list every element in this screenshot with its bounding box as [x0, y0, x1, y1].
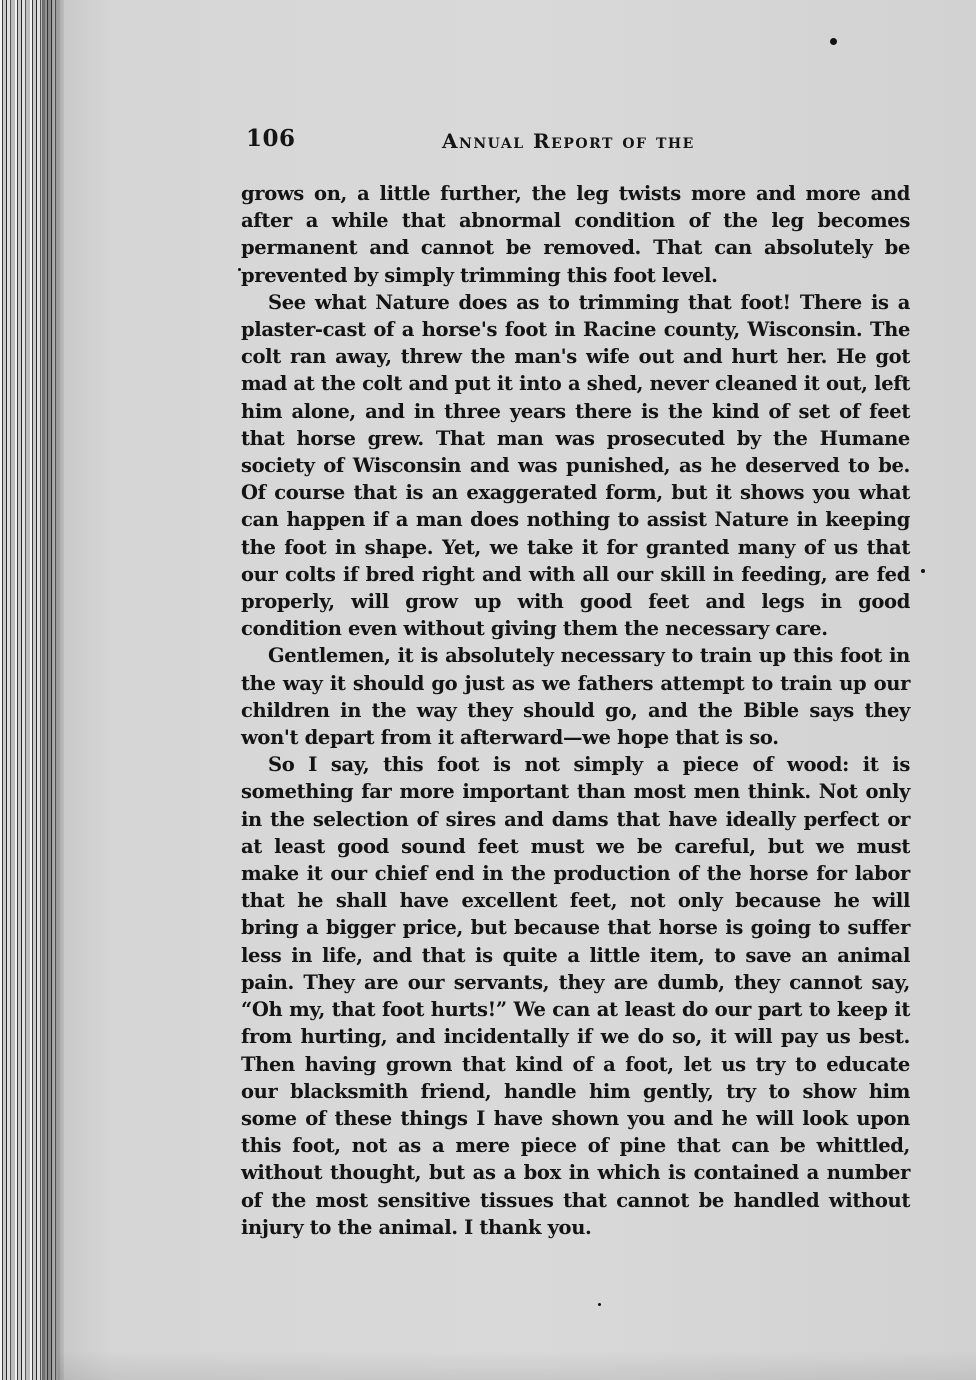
paragraph: See what Nature does as to trimming that foot! There is a plaster-cast of a horse's foot in Racine county, Wisconsin. The colt ran away, threw the man's wife out and hurt her. He got mad at the colt and put it into a shed, never cleaned it out, left him alone, and in three years there is the kind of set of feet that horse grew. That man was prosecuted by the Humane society of Wisconsin and was punished, as he deserved to be. Of course that is an exaggerated form, but it shows you what can happen if a man does nothing to assist Nature in keeping the foot in shape. Yet, we take it for granted many of us that our colts if bred right and with all our skill in feeding, are fed properly, will grow up with good feet and legs in good condition even without giving them the necessary care.	[241, 290, 910, 641]
running-head: Annual Report of the	[442, 129, 695, 153]
body-text	[241, 180, 910, 1241]
gutter-shadow	[42, 0, 64, 1380]
page-header	[246, 125, 916, 165]
ink-speck	[598, 1303, 601, 1306]
ink-speck	[921, 569, 925, 573]
paragraph: So I say, this foot is not simply a piece of wood: it is something far more important than most men think. Not only in the selection of sires and dams that have ideally perfect or at least good sound feet must we be careful, but we must make it our chief end in the production of the horse for labor that he shall have excellent feet, not only because he will bring a bigger price, but because that horse is going to suffer less in life, and that is quite a little item, to save an animal pain. They are our servants, they are dumb, they cannot say, “Oh my, that foot hurts!” We can at least do our part to keep it from hurting, and incidentally if we do so, it will pay us best. Then having grown that kind of a foot, let us try to educate our blacksmith friend, handle him gently, try to show him some of these things I have shown you and he will look upon this foot, not as a mere piece of pine that can be whittled, without thought, but as a box in which is contained a number of the most sensitive tissues that cannot be handled without injury to the animal. I thank you.	[241, 753, 910, 1239]
ink-speck	[830, 38, 837, 45]
page-number: 106	[246, 125, 296, 152]
paragraph: Gentlemen, it is absolutely necessary to train up this foot in the way it should go just as we fathers attempt to train up our children in the way they should go, and the Bible says they won't depart from it afterward—we hope that is so.	[241, 644, 910, 750]
paragraph: grows on, a little further, the leg twists more and more and after a while that abnormal condition of the leg becomes permanent and cannot be removed. That can absolutely be prevented by simply trimming this foot level.	[241, 182, 910, 287]
page-bottom-shadow	[58, 1350, 976, 1380]
